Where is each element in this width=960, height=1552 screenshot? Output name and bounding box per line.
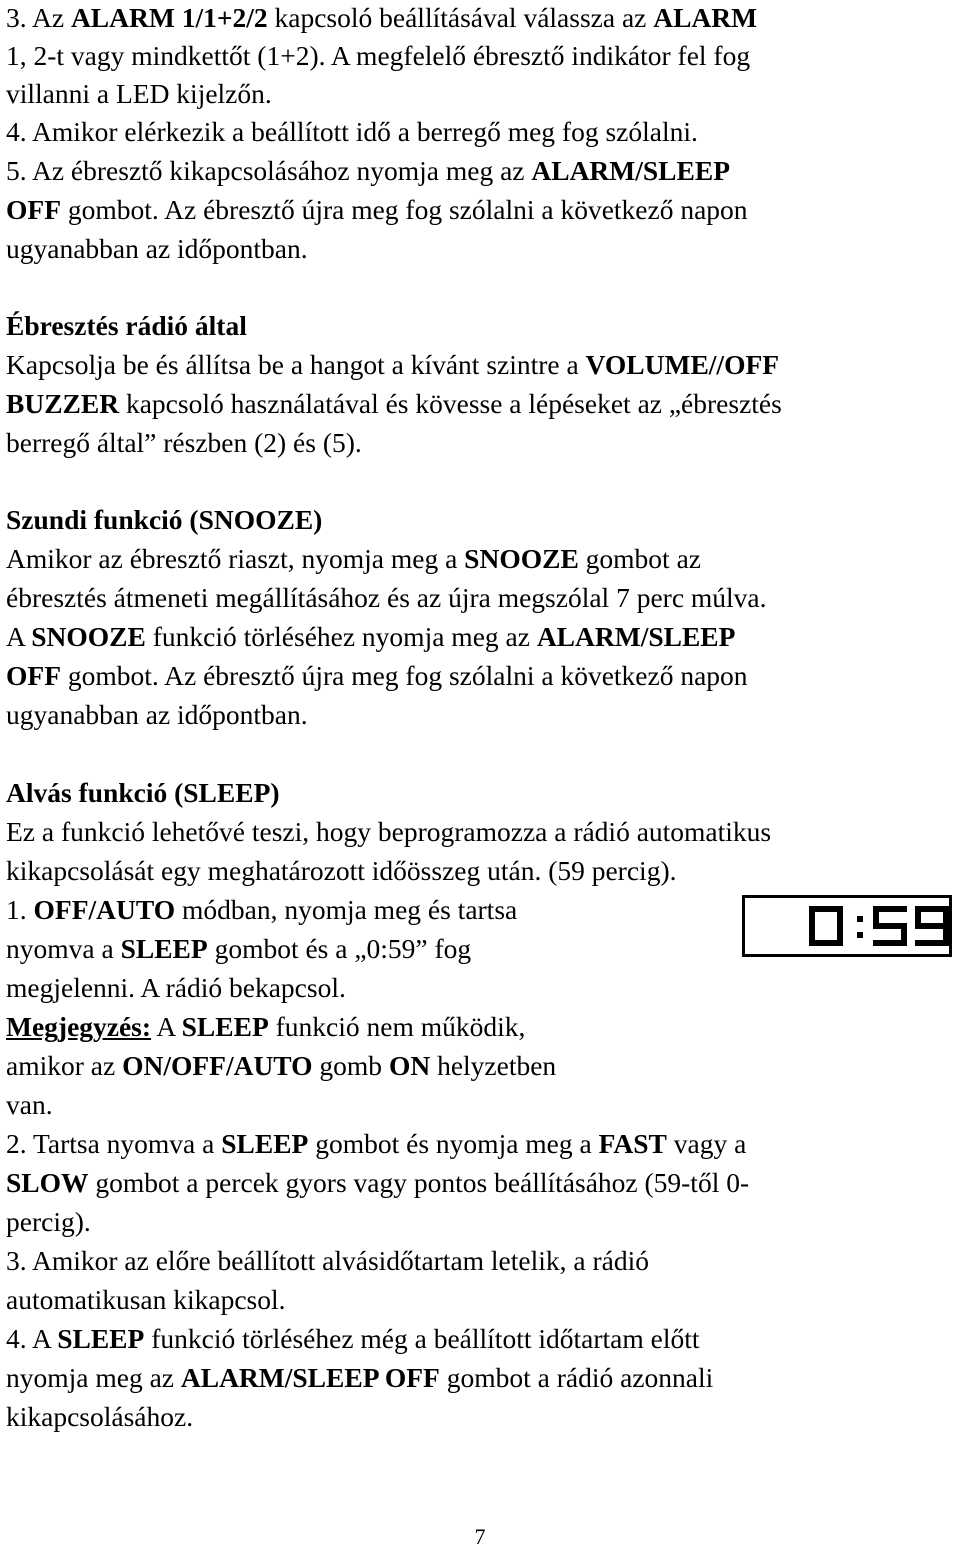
snooze-line-5: ugyanabban az időpontban. xyxy=(6,699,308,730)
radio-wake-line-1: Kapcsolja be és állítsa be a hangot a kívánt szintre a VOLUME//OFF xyxy=(6,349,780,380)
radio-wake-heading: Ébresztés rádió által xyxy=(6,310,247,341)
radio-wake-line-3: berregő által” részben (2) és (5). xyxy=(6,427,362,458)
lcd-segment xyxy=(809,926,815,946)
lcd-digits xyxy=(745,898,949,954)
sleep-line-2: kikapcsolását egy meghatározott időösszeg után. (59 percig). xyxy=(6,855,677,886)
lcd-segment xyxy=(837,906,843,926)
sleep-note-line-2: amikor az ON/OFF/AUTO gomb ON helyzetben xyxy=(6,1050,557,1081)
sleep-step-4-line-3: kikapcsolásához. xyxy=(6,1401,194,1432)
alarm-step-3-line-1: 3. Az ALARM 1/1+2/2 kapcsoló beállításával válassza az ALARM xyxy=(6,2,758,33)
lcd-segment xyxy=(873,923,907,929)
alarm-step-5-line-1: 5. Az ébresztő kikapcsolásához nyomja meg az ALARM/SLEEP xyxy=(6,155,731,186)
sleep-step-2-line-2: SLOW gombot a percek gyors vagy pontos beállításához (59-től 0- xyxy=(6,1167,750,1198)
lcd-segment xyxy=(915,923,949,929)
sleep-step-2-line-3: percig). xyxy=(6,1206,91,1237)
sleep-step-1-line-3: megjelenni. A rádió bekapcsol. xyxy=(6,972,346,1003)
alarm-step-5-line-2: OFF gombot. Az ébresztő újra meg fog szólalni a következő napon xyxy=(6,194,748,225)
radio-wake-line-2: BUZZER kapcsoló használatával és kövesse a lépéseket az „ébresztés xyxy=(6,388,782,419)
sleep-step-3-line-1: 3. Amikor az előre beállított alvásidőtartam letelik, a rádió xyxy=(6,1245,649,1276)
sleep-step-4-line-2: nyomja meg az ALARM/SLEEP OFF gombot a rádió azonnali xyxy=(6,1362,714,1393)
sleep-step-1-line-2: nyomva a SLEEP gombot és a „0:59” fog xyxy=(6,933,472,964)
sleep-step-4-line-1: 4. A SLEEP funkció törléséhez még a beállított időtartam előtt xyxy=(6,1323,700,1354)
snooze-line-3: A SNOOZE funkció törléséhez nyomja meg az ALARM/SLEEP xyxy=(6,621,736,652)
lcd-segment xyxy=(873,940,907,946)
sleep-step-3-line-2: automatikusan kikapcsol. xyxy=(6,1284,286,1315)
alarm-step-3-line-3: villanni a LED kijelzőn. xyxy=(6,78,272,109)
sleep-heading: Alvás funkció (SLEEP) xyxy=(6,777,280,808)
sleep-note-line-1: Megjegyzés: A SLEEP funkció nem működik, xyxy=(6,1011,526,1042)
lcd-colon-dot xyxy=(857,916,863,922)
sleep-step-1-line-1: 1. OFF/AUTO módban, nyomja meg és tartsa xyxy=(6,894,518,925)
sleep-note-line-3: van. xyxy=(6,1089,53,1120)
lcd-segment xyxy=(915,940,949,946)
snooze-heading: Szundi funkció (SNOOZE) xyxy=(6,504,323,535)
alarm-step-5-line-3: ugyanabban az időpontban. xyxy=(6,233,308,264)
page-number: 7 xyxy=(474,1524,486,1549)
lcd-segment xyxy=(809,906,815,926)
snooze-line-1: Amikor az ébresztő riaszt, nyomja meg a SNOOZE gombot az xyxy=(6,543,701,574)
lcd-display xyxy=(742,895,952,957)
snooze-line-2: ébresztés átmeneti megállításához és az újra megszólal 7 perc múlva. xyxy=(6,582,767,613)
sleep-line-1: Ez a funkció lehetővé teszi, hogy beprogramozza a rádió automatikus xyxy=(6,816,772,847)
alarm-step-3-line-2: 1, 2-t vagy mindkettőt (1+2). A megfelelő ébresztő indikátor fel fog xyxy=(6,40,751,71)
snooze-line-4: OFF gombot. Az ébresztő újra meg fog szólalni a következő napon xyxy=(6,660,748,691)
sleep-step-2-line-1: 2. Tartsa nyomva a SLEEP gombot és nyomja meg a FAST vagy a xyxy=(6,1128,747,1159)
lcd-colon-dot xyxy=(857,932,863,938)
alarm-step-4: 4. Amikor elérkezik a beállított idő a berregő meg fog szólalni. xyxy=(6,116,698,147)
